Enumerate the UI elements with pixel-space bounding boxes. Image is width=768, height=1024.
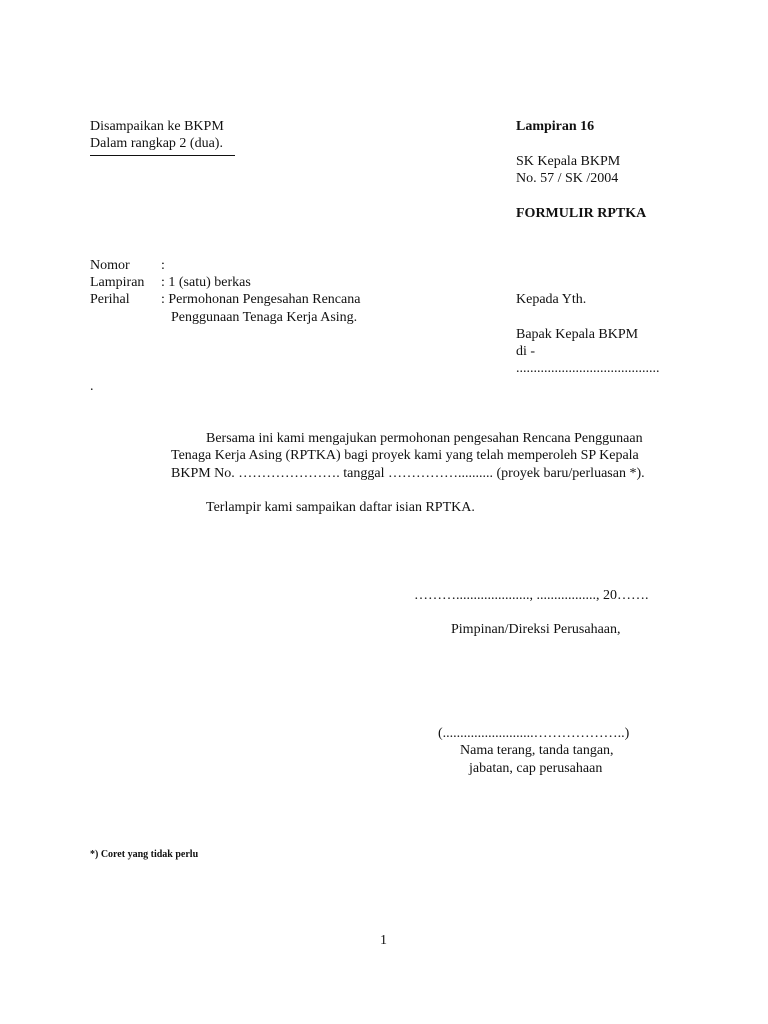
lampiran-value: : 1 (satu) berkas bbox=[161, 275, 251, 290]
lampiran-heading: Lampiran 16 bbox=[516, 119, 595, 134]
signature-caption-line1: Nama terang, tanda tangan, bbox=[460, 743, 614, 758]
form-title: FORMULIR RPTKA bbox=[516, 206, 647, 221]
footnote: *) Coret yang tidak perlu bbox=[90, 849, 199, 860]
body-para1-line2: Tenaga Kerja Asing (RPTKA) bagi proyek kami yang telah memperoleh SP Kepala bbox=[171, 448, 639, 463]
body-para2: Terlampir kami sampaikan daftar isian RPTKA. bbox=[206, 500, 475, 515]
recipient-line3: di - bbox=[516, 344, 536, 359]
sk-line2: No. 57 / SK /2004 bbox=[516, 171, 619, 186]
recipient-line2: Bapak Kepala BKPM bbox=[516, 327, 639, 342]
body-para1-line3: BKPM No. …………………. tanggal …………….......... (proyek baru/perluasan *). bbox=[171, 466, 645, 481]
body-para1-line1: Bersama ini kami mengajukan permohonan pengesahan Rencana Penggunaan bbox=[206, 431, 643, 446]
perihal-value-line1: : Permohonan Pengesahan Rencana bbox=[161, 292, 361, 307]
recipient-line4: ......................................... bbox=[516, 361, 660, 376]
nomor-label: Nomor bbox=[90, 258, 130, 273]
header-underline bbox=[90, 155, 235, 156]
signature-caption-line2: jabatan, cap perusahaan bbox=[469, 761, 603, 776]
stray-dot: . bbox=[90, 379, 94, 394]
signatory-name-placeholder: (..........................………………..) bbox=[438, 726, 630, 741]
place-date: ………....................., ................., 20……. bbox=[414, 588, 649, 603]
sk-line1: SK Kepala BKPM bbox=[516, 154, 621, 169]
sender-note-line2: Dalam rangkap 2 (dua). bbox=[90, 136, 223, 151]
lampiran-label: Lampiran bbox=[90, 275, 145, 290]
signatory-title: Pimpinan/Direksi Perusahaan, bbox=[451, 622, 621, 637]
nomor-value: : bbox=[161, 258, 165, 273]
perihal-value-line2: Penggunaan Tenaga Kerja Asing. bbox=[171, 310, 358, 325]
perihal-label: Perihal bbox=[90, 292, 130, 307]
sender-note-line1: Disampaikan ke BKPM bbox=[90, 119, 224, 134]
recipient-line1: Kepada Yth. bbox=[516, 292, 587, 307]
page-number: 1 bbox=[380, 933, 387, 948]
